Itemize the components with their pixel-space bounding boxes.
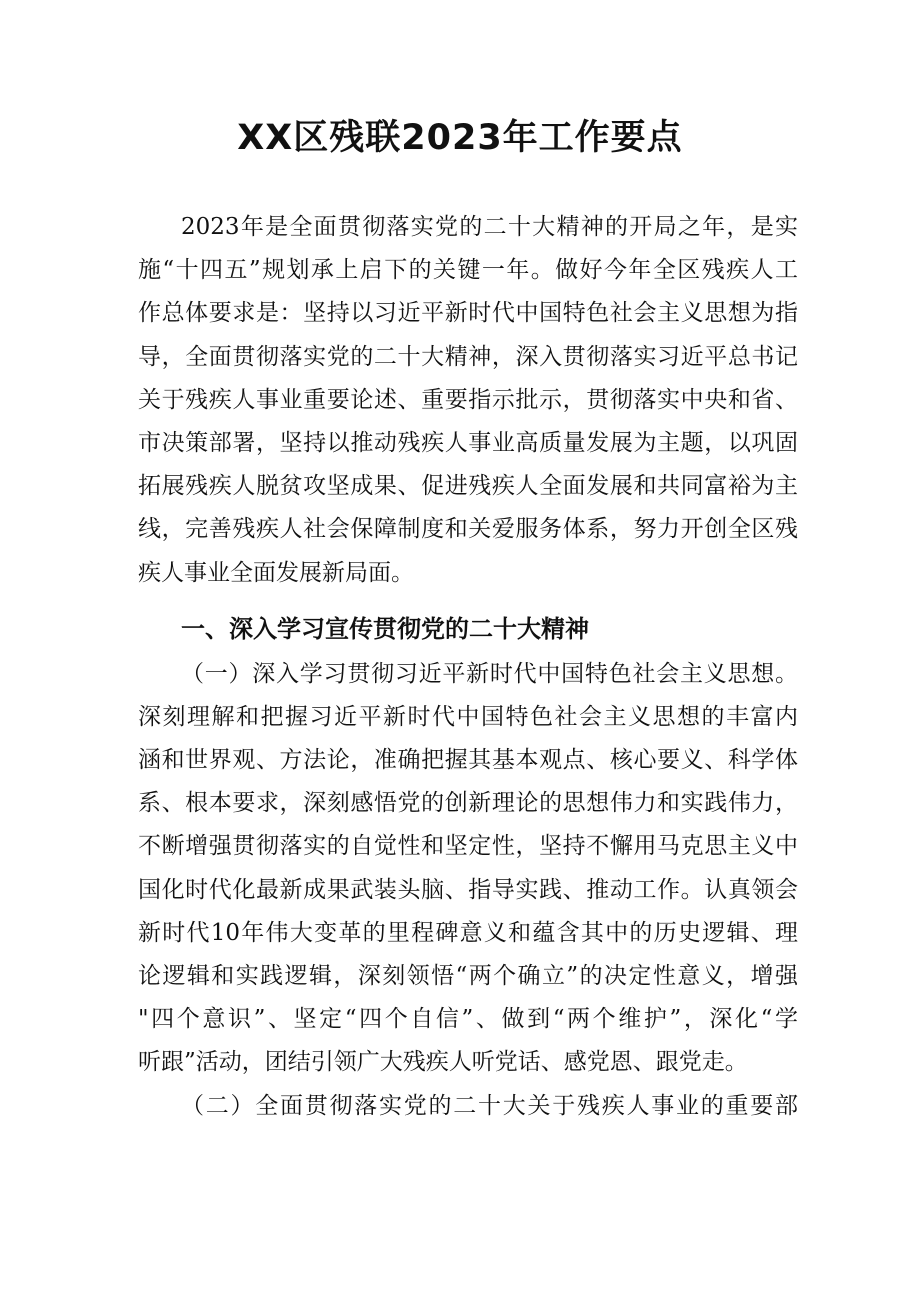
text-line: （一）深入学习贯彻习近平新时代中国特色社会主义思想。 [181, 660, 798, 687]
text-line: 国化时代化最新成果武装头脑、指导实践、推动工作。认真领会 [138, 876, 798, 903]
intro-paragraph [138, 206, 798, 595]
item-1-paragraph [138, 653, 798, 1085]
text-line: （二）全面贯彻落实党的二十大关于残疾人事业的重要部 [181, 1092, 798, 1119]
text-line: "四个意识”、坚定“四个自信”、做到“两个维护”，深化“学 [138, 1006, 798, 1033]
document-title: XX区残联2023年工作要点 [237, 118, 683, 158]
text-line: 线，完善残疾人社会保障制度和关爱服务体系，努力开创全区残 [138, 516, 798, 543]
document-body [138, 206, 798, 1128]
text-line: 深刻理解和把握习近平新时代中国特色社会主义思想的丰富内 [138, 703, 798, 730]
text-line: 市决策部署，坚持以推动残疾人事业高质量发展为主题，以巩固 [138, 429, 798, 456]
text-line: 疾人事业全面发展新局面。 [138, 559, 414, 586]
text-line: 关于残疾人事业重要论述、重要指示批示，贯彻落实中央和省、 [138, 386, 798, 413]
text-line: 作总体要求是：坚持以习近平新时代中国特色社会主义思想为指 [138, 300, 798, 327]
text-line: 论逻辑和实践逻辑，深刻领悟“两个确立”的决定性意义，增强 [138, 963, 798, 989]
item-2-paragraph [138, 1085, 798, 1128]
text-line: 新时代10年伟大变革的里程碑意义和蕴含其中的历史逻辑、理 [138, 919, 798, 946]
text-line: 涵和世界观、方法论，准确把握其基本观点、核心要义、科学体 [138, 747, 798, 774]
text-line: 拓展残疾人脱贫攻坚成果、促进残疾人全面发展和共同富裕为主 [138, 473, 798, 500]
text-line: 2023年是全面贯彻落实党的二十大精神的开局之年，是实 [181, 214, 798, 240]
text-line: 导，全面贯彻落实党的二十大精神，深入贯彻落实习近平总书记 [138, 343, 798, 370]
text-line: 施“十四五”规划承上启下的关键一年。做好今年全区残疾人工 [138, 257, 798, 284]
section-heading: 一、深入学习宣传贯彻党的二十大精神 [181, 614, 589, 643]
text-line: 不断增强贯彻落实的自觉性和坚定性，坚持不懈用马克思主义中 [138, 833, 798, 860]
text-line: 听跟”活动，团结引领广大残疾人听党话、感党恩、跟党走。 [138, 1049, 748, 1076]
text-line: 系、根本要求，深刻感悟党的创新理论的思想伟力和实践伟力， [138, 790, 798, 817]
